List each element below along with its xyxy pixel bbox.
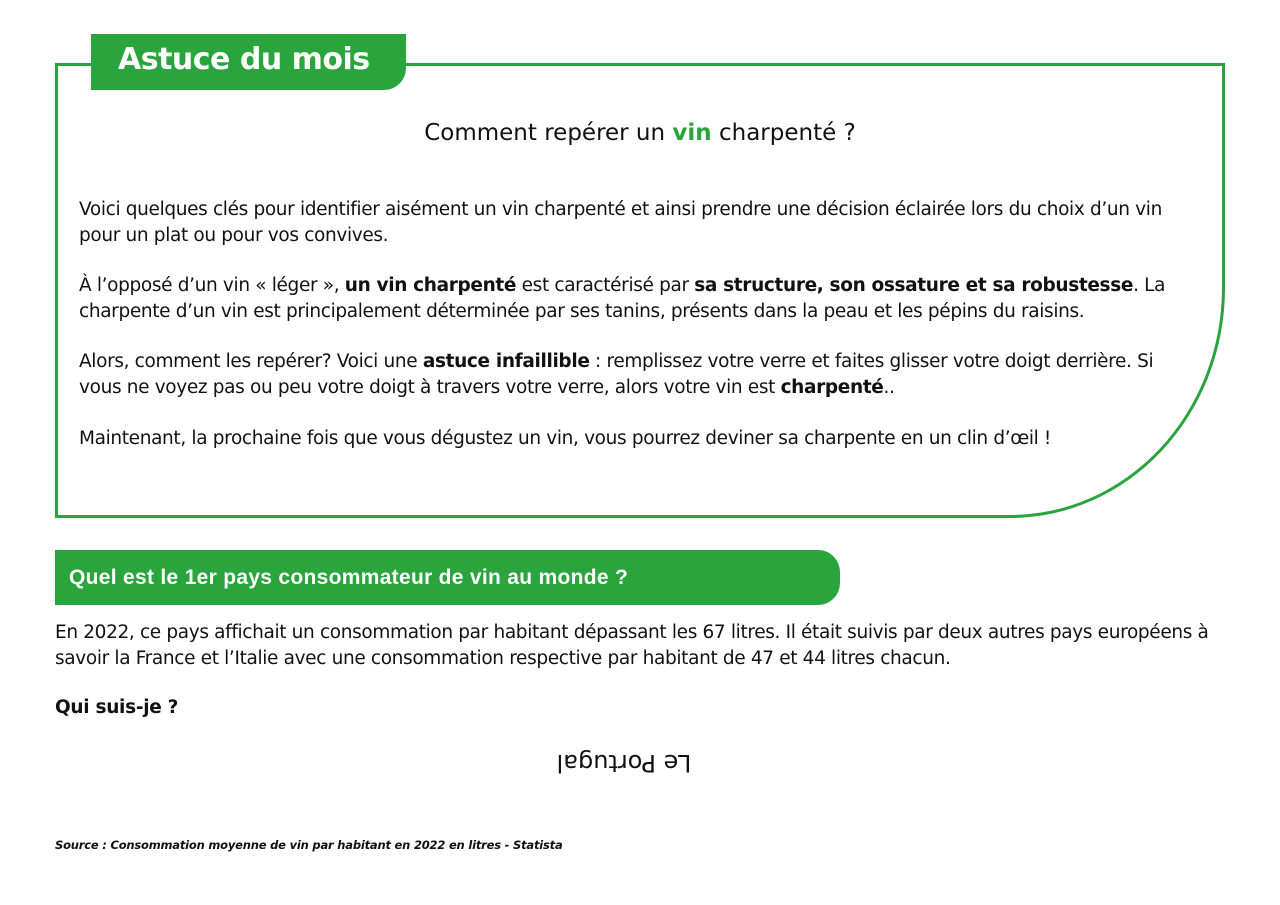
quiz-tab-label: Quel est le 1er pays consommateur de vin au monde ?: [55, 550, 840, 605]
tip-p3-text: : remplissez votre verre et faites glisser votre doigt derrière. Si vous ne voyez pas ou peu votre doigt à travers votre verre, alors votre vin est: [79, 351, 1154, 398]
tip-p3-text: Alors, comment les repérer? Voici une: [79, 351, 423, 372]
tip-paragraph-1: Voici quelques clés pour identifier aisément un vin charpenté et ainsi prendre une décision éclairée lors du choix d’un vin pour un plat ou pour vos convives.: [79, 199, 1162, 246]
tip-p3-bold: astuce infaillible: [422, 351, 590, 372]
tip-title-end: charpenté ?: [711, 120, 856, 146]
tip-p2-bold: un vin charpenté: [344, 275, 517, 296]
tip-title: [0, 120, 1280, 146]
source-note: Source : Consommation moyenne de vin par habitant en 2022 en litres - Statista: [55, 838, 563, 852]
tip-tab-label: Astuce du mois: [91, 34, 406, 90]
tip-p2-text: À l’opposé d’un vin « léger »,: [79, 275, 345, 296]
quiz-text: En 2022, ce pays affichait un consommation par habitant dépassant les 67 litres. Il était suivis par deux autres pays européens à savoir la France et l’Italie avec une consommation respective par habitant de 47 et 44 litres chacun.: [55, 622, 1209, 669]
tip-title-accent: vin: [672, 120, 712, 146]
quiz-question: Qui suis-je ?: [55, 697, 179, 718]
tip-p3-text: ..: [883, 376, 895, 398]
tip-paragraph-4: Maintenant, la prochaine fois que vous dégustez un vin, vous pourrez deviner sa charpente en un clin d’œil !: [79, 428, 1051, 449]
tip-paragraph-2: [79, 273, 1199, 324]
tip-title-start: Comment repérer un: [424, 120, 673, 146]
quiz-answer-upside-down: [4, 749, 1244, 777]
quiz-answer: Le Portugal: [556, 749, 692, 777]
tip-p3-bold: charpenté: [780, 376, 884, 398]
tip-p2-bold: sa structure, son ossature et sa robustesse: [694, 275, 1134, 296]
tip-paragraph-3: [79, 349, 1199, 400]
tip-p2-text: . La charpente d’un vin est principalement déterminée par ses tanins, présents dans la peau et les pépins du raisins.: [79, 275, 1166, 322]
tip-p2-text: est caractérisé par: [516, 275, 695, 296]
